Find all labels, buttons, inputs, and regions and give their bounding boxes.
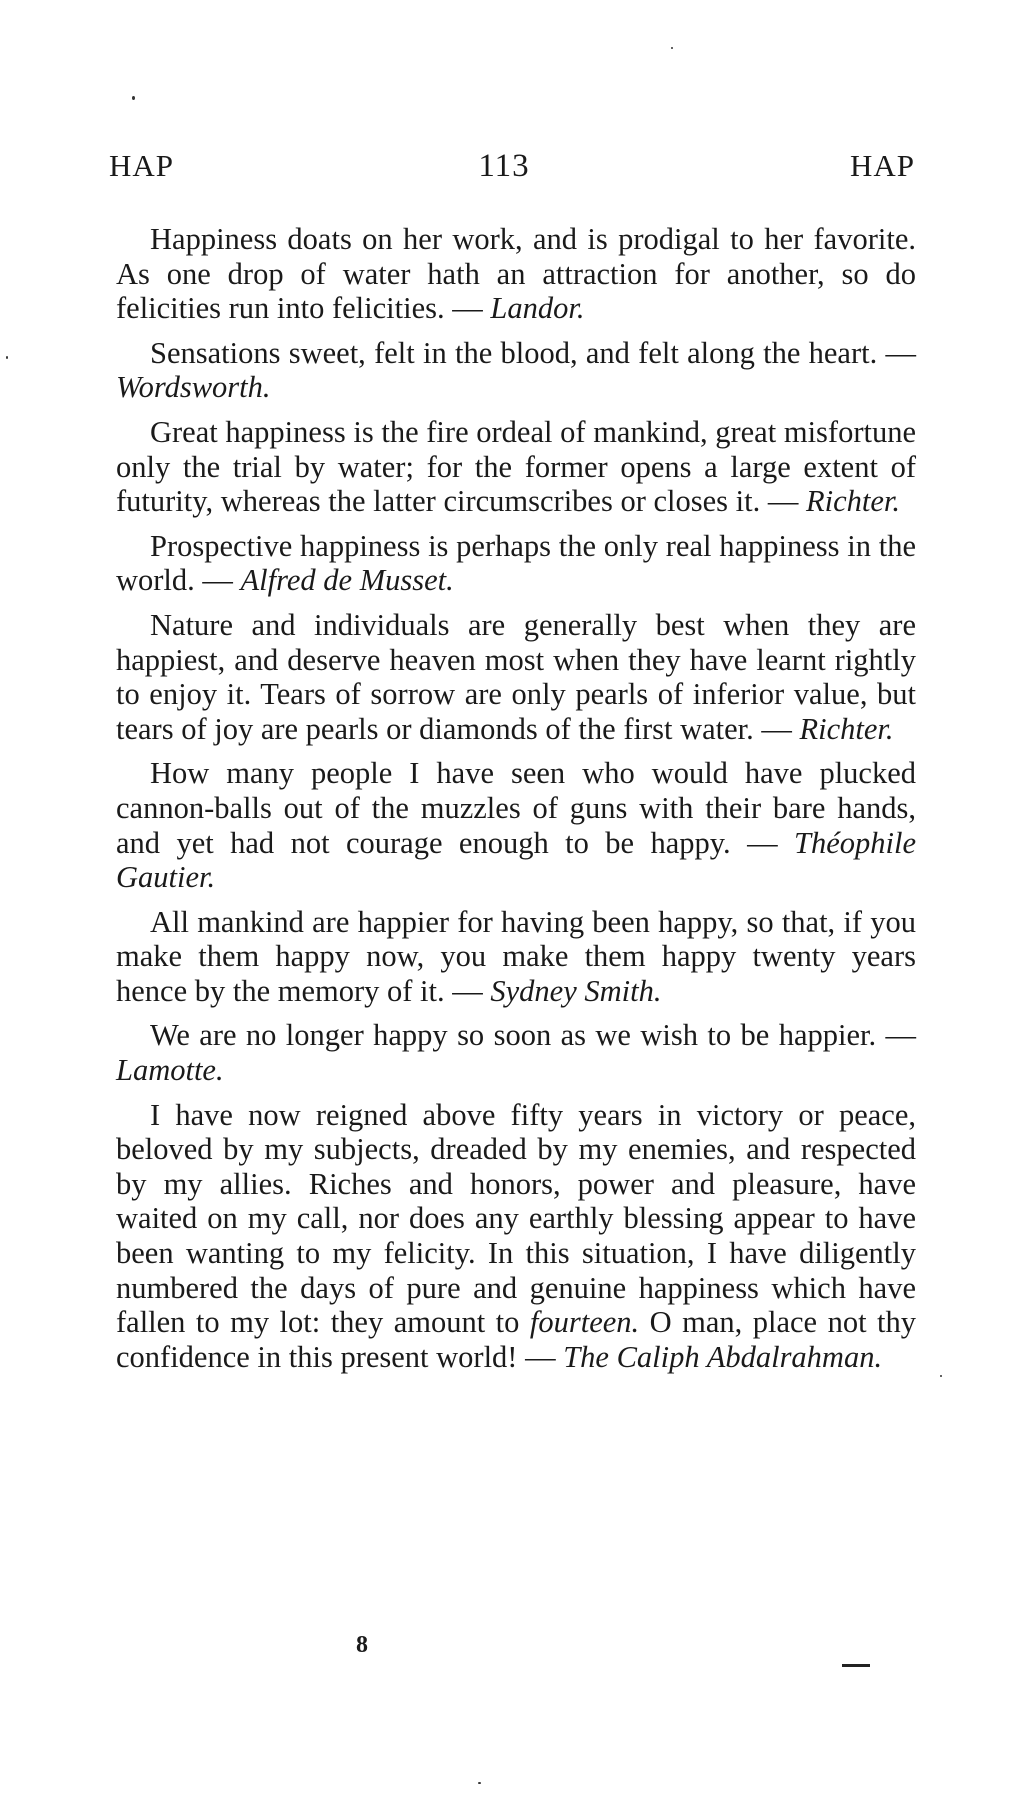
quote-author: The Caliph Abdalrahman. bbox=[563, 1339, 883, 1374]
quote bbox=[116, 608, 916, 746]
quote-text: Great happiness is the fire ordeal of mankind, great misfortune only the trial by water; for the former opens a large extent of futurity, whereas the latter circumscribes or closes it. — bbox=[116, 414, 916, 519]
quote-text: I have now reigned above fifty years in victory or peace, beloved by my subjects, dreaded by my enemies, and respected by my allies. Riches and honors, power and pleasure, have waited on my call, nor does any earthly blessing appear to have been wanting to my felicity. In this situation, I have diligently numbered the days of pure and genuine happiness which have fallen to my lot: they amount to bbox=[116, 1097, 916, 1340]
quote-author: Alfred de Musset. bbox=[240, 563, 454, 598]
quote-text: How many people I have seen who would have plucked cannon-balls out of the muzzles of guns with their bare hands, and yet had not courage enough to be happy. — bbox=[116, 756, 916, 860]
quote bbox=[116, 529, 916, 598]
running-head bbox=[109, 148, 915, 188]
quote bbox=[116, 1018, 916, 1087]
quote bbox=[116, 415, 916, 519]
scan-speck bbox=[940, 1375, 942, 1377]
scan-speck bbox=[132, 96, 135, 100]
quote bbox=[116, 336, 916, 405]
quote-author: Lamotte. bbox=[116, 1053, 224, 1088]
scan-speck bbox=[478, 1782, 481, 1784]
header-left-word: HAP bbox=[109, 148, 175, 183]
signature-mark: 8 bbox=[356, 1632, 368, 1658]
quote-text: All mankind are happier for having been happy, so that, if you make them happy now, you make them happy twenty years hence by the memory of it. — bbox=[116, 904, 916, 1008]
header-right-word: HAP bbox=[849, 148, 915, 183]
quote-author: Théophile Gautier. bbox=[116, 825, 916, 895]
scan-speck bbox=[6, 356, 8, 359]
quote-author: Wordsworth. bbox=[116, 370, 271, 405]
quote bbox=[116, 222, 916, 326]
quote-text: Nature and individuals are generally best when they are happiest, and deserve heaven most when they have learnt rightly to enjoy it. Tears of sorrow are only pearls of inferior value, but tears of joy are pearls or diamonds of the first water. — bbox=[116, 607, 916, 746]
quote-author: Richter. bbox=[799, 711, 894, 746]
scan-speck bbox=[671, 47, 673, 49]
quote-text: Sensations sweet, felt in the blood, and felt along the heart. — bbox=[150, 335, 916, 370]
quote bbox=[116, 1098, 916, 1375]
quote bbox=[116, 905, 916, 1009]
page-number: 113 bbox=[478, 148, 530, 184]
quote-author: Sydney Smith. bbox=[490, 973, 662, 1008]
quote-text-after: O man, place not thy confidence in this present world! — bbox=[116, 1305, 916, 1374]
quote-text: Prospective happiness is perhaps the only real happiness in the world. — bbox=[116, 528, 916, 598]
quote-author: Richter. bbox=[805, 484, 901, 519]
quote-text: We are no longer happy so soon as we wish to be happier. — bbox=[150, 1018, 916, 1053]
quote-emphasis: fourteen. bbox=[529, 1305, 640, 1340]
ink-dash bbox=[842, 1664, 870, 1667]
quote-author: Landor. bbox=[490, 291, 585, 326]
body-text bbox=[116, 222, 916, 1384]
quote bbox=[116, 756, 916, 894]
quote-text: Happiness doats on her work, and is prodigal to her favorite. As one drop of water hath an attraction for another, so do felicities run into felicities. — bbox=[116, 222, 916, 326]
